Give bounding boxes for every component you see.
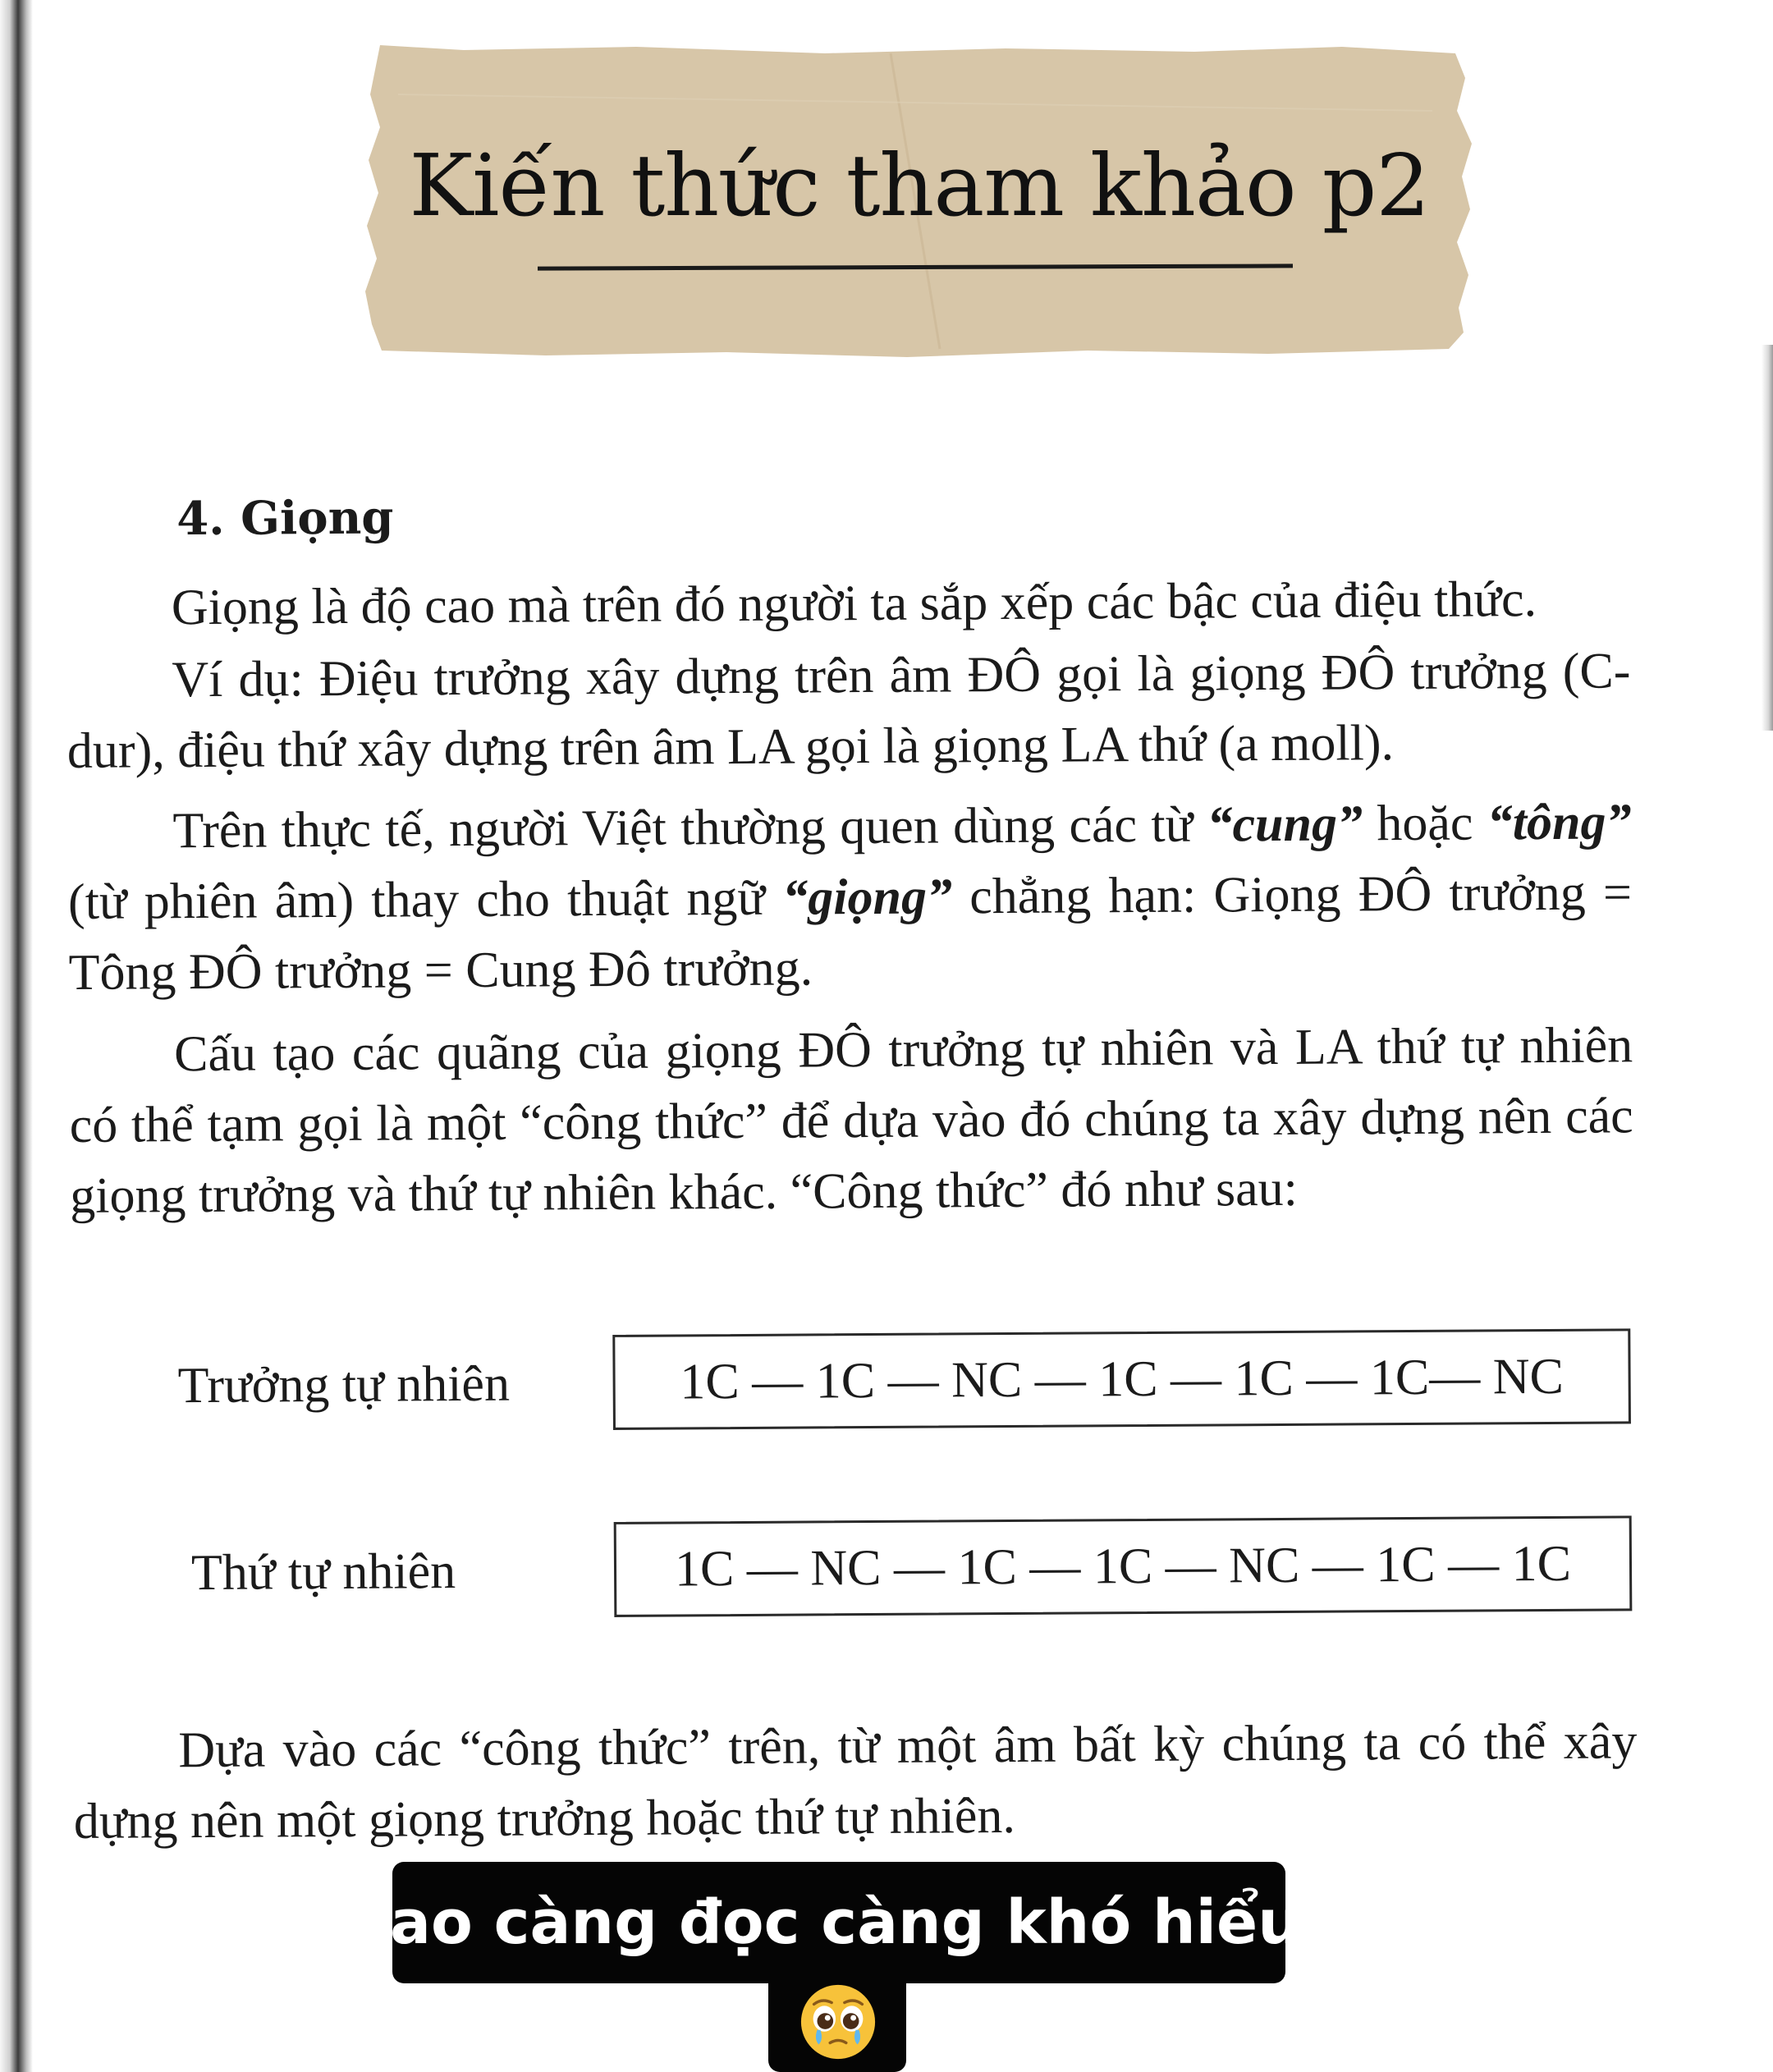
major-formula-label: Trưởng tự nhiên [177,1355,511,1414]
minor-formula-label: Thứ tự nhiên [190,1543,456,1602]
page-right-edge [1762,345,1773,731]
conclusion-paragraph: Dựa vào các “công thức” trên, từ một âm bất kỳ chúng ta có thể xây dựng nên một giọng trưởng hoặc thứ tự nhiên. [73,1713,1638,1850]
minor-formula-row [72,1515,1657,1624]
example-paragraph: Ví dụ: Điệu trưởng xây dựng trên âm ĐÔ gọi là giọng ĐÔ trưởng (C-dur), điệu thứ xây dựng trên âm LA gọi là giọng LA thứ (a moll). [66,643,1631,779]
caption-overlay: sao càng đọc càng khó hiểu. [392,1862,1285,1983]
term-tong: “tông” [1487,794,1632,851]
usage-text-2: hoặc [1362,795,1487,852]
major-formula-row [71,1328,1656,1437]
structure-paragraph: Cấu tạo các quãng của giọng ĐÔ trưởng tự nhiên và LA thứ tự nhiên có thể tạm gọi là một “công thức” để dựa vào đó chúng ta xây dựng nên các giọng trưởng và thứ tự nhiên khác. “Công thức” đó như sau: [69,1017,1633,1224]
minor-formula-box: 1C — NC — 1C — 1C — NC — 1C — 1C [614,1515,1633,1617]
major-formula-box: 1C — 1C — NC — 1C — 1C — 1C— NC [612,1328,1631,1430]
usage-text-1: Trên thực tế, người Việt thường quen dùng các từ [172,796,1207,860]
page-title: Kiến thức tham khảo p2 [409,135,1430,236]
definition-paragraph: Giọng là độ cao mà trên đó người ta sắp xếp các bậc của điệu thức. [171,571,1537,636]
document-body [66,483,1650,1850]
pleading-face-emoji-icon [798,1982,878,2062]
term-cung: “cung” [1207,795,1363,853]
book-spine-edge [0,0,33,2072]
usage-text-3: (từ phiên âm) thay cho thuật ngữ [67,869,783,930]
tape-header [365,45,1473,365]
section-heading: 4. Giọng [176,490,394,547]
term-giong: “giọng” [782,869,953,926]
usage-paragraph [67,786,1633,1008]
usage-text-4: chẳng hạn: Giọng ĐÔ trưởng = Tông ĐÔ trưởng = Cung Đô trưởng. [68,864,1633,1001]
